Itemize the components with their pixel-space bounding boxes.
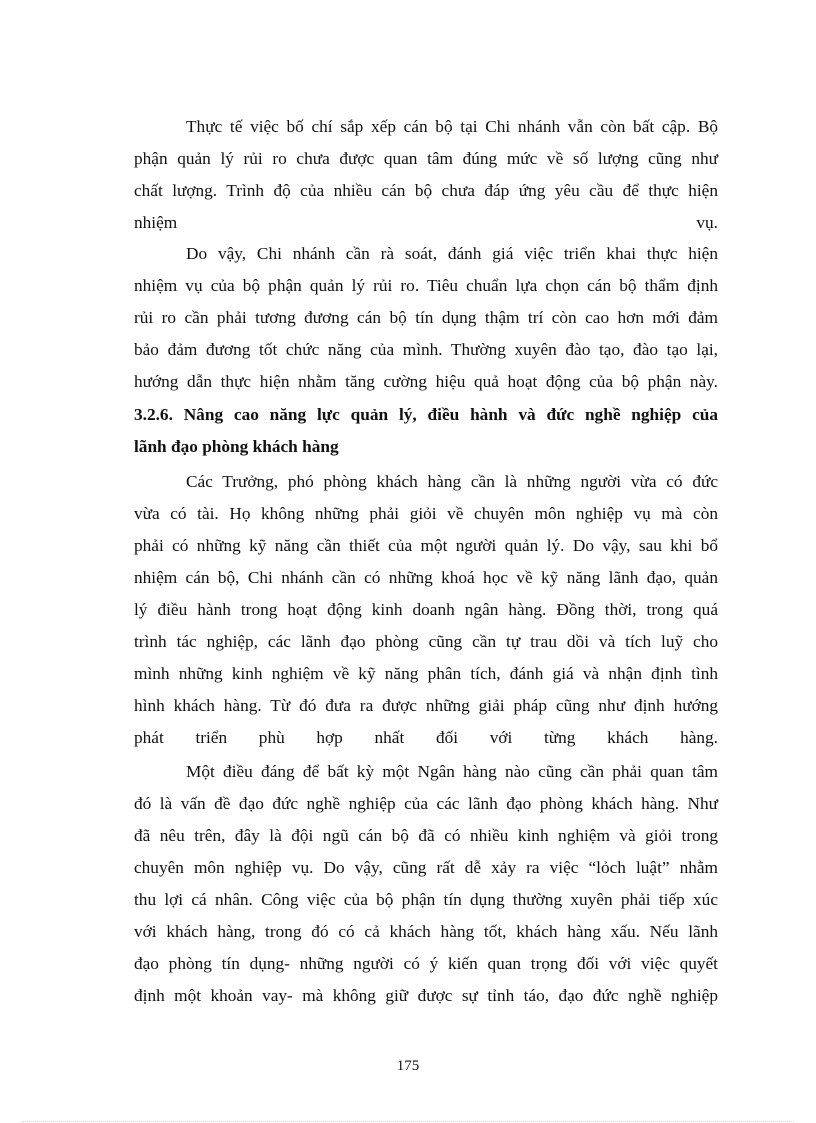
paragraph-line: thu lợi cá nhân. Công việc của bộ phận tín dụng thường xuyên phải tiếp xúc <box>134 890 718 909</box>
paragraph-line: trình tác nghiệp, các lãnh đạo phòng cũng cần tự trau dồi và tích luỹ cho <box>134 632 718 651</box>
paragraph-line: nhiệm cán bộ, Chi nhánh cần có những khoá học về kỹ năng lãnh đạo, quản <box>134 568 718 587</box>
paragraph-line: đạo phòng tín dụng- những người có ý kiến quan trọng đối với việc quyết <box>134 954 718 973</box>
paragraph-line <box>134 212 718 234</box>
paragraph-line: với khách hàng, trong đó có cả khách hàng tốt, khách hàng xấu. Nếu lãnh <box>134 922 718 941</box>
paragraph-line: vừa có tài. Họ không những phải giỏi về chuyên môn nghiệp vụ mà còn <box>134 504 718 523</box>
paragraph-line: hướng dẫn thực hiện nhằm tăng cường hiệu quả hoạt động của bộ phận này. <box>134 372 718 391</box>
paragraph-line: mình những kinh nghiệm về kỹ năng phân tích, đánh giá và nhận định tình <box>134 664 718 683</box>
section-heading: lãnh đạo phòng khách hàng <box>134 437 339 456</box>
paragraph-line: rủi ro cần phải tương đương cán bộ tín dụng thậm trí còn cao hơn mới đảm <box>134 308 718 327</box>
paragraph-line: lý điều hành trong hoạt động kinh doanh ngân hàng. Đồng thời, trong quá <box>134 600 718 619</box>
paragraph-line: phận quản lý rủi ro chưa được quan tâm đúng mức về số lượng cũng như <box>134 149 718 168</box>
footer-divider <box>22 1121 794 1122</box>
paragraph-line: định một khoản vay- mà không giữ được sự tỉnh táo, đạo đức nghề nghiệp <box>134 986 718 1005</box>
paragraph-line: phải có những kỹ năng cần thiết của một người quản lý. Do vậy, sau khi bổ <box>134 536 718 555</box>
paragraph-line: Thực tế việc bố chí sắp xếp cán bộ tại Chi nhánh vẫn còn bất cập. Bộ <box>186 117 718 136</box>
paragraph-line: nhiệm vụ của bộ phận quản lý rủi ro. Tiêu chuẩn lựa chọn cán bộ thẩm định <box>134 276 718 295</box>
paragraph-line: bảo đảm đương tốt chức năng của mình. Thường xuyên đào tạo, đào tạo lại, <box>134 340 718 359</box>
paragraph-line: phát triển phù hợp nhất đối với từng khách hàng. <box>134 728 718 747</box>
paragraph-line: Một điều đáng để bất kỳ một Ngân hàng nào cũng cần phải quan tâm <box>186 762 718 781</box>
paragraph-line: Các Trưởng, phó phòng khách hàng cần là những người vừa có đức <box>186 472 718 491</box>
paragraph-line: đó là vấn đề đạo đức nghề nghiệp của các lãnh đạo phòng khách hàng. Như <box>134 794 718 813</box>
paragraph-line: chất lượng. Trình độ của nhiều cán bộ chưa đáp ứng yêu cầu để thực hiện <box>134 181 718 200</box>
paragraph-line: Do vậy, Chi nhánh cần rà soát, đánh giá việc triển khai thực hiện <box>186 244 718 263</box>
paragraph-word-right: vụ. <box>696 213 718 232</box>
page-number: 175 <box>396 1058 420 1074</box>
paragraph-line: hình khách hàng. Từ đó đưa ra được những giải pháp cũng như định hướng <box>134 696 718 715</box>
paragraph-word-left: nhiệm <box>134 213 178 232</box>
section-heading: 3.2.6. Nâng cao năng lực quản lý, điều hành và đức nghề nghiệp của <box>134 405 718 424</box>
paragraph-line: đã nêu trên, đây là đội ngũ cán bộ đã có nhiều kinh nghiệm và giỏi trong <box>134 826 718 845</box>
paragraph-line: chuyên môn nghiệp vụ. Do vậy, cũng rất dễ xảy ra việc “lỏch luật” nhằm <box>134 858 718 877</box>
